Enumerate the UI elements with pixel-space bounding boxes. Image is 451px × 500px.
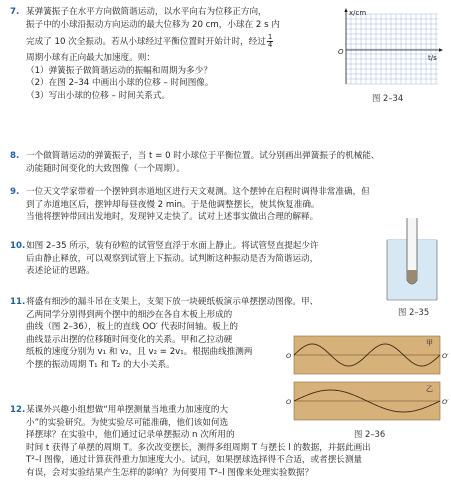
question-7: 7. 某弹簧振子在水平方向做简谐运动，以水平向右为位移正方向， 振子中的小球沿振动方向运动的最大位移为 20 cm，小球在 2 s 内 完成了 10 次全振动。若从小球经过平衡位置时开始计时，经过 $\frac{1}{4}$ 周期小球有正向最大加速度。则： （1）弹簧振子做简谐运动的振幅和周期为多少？ （2）在图 2–34 中画出小球的位移 – 时间图像。 （3）写出小球的位移 – 时间关系式。 [10, 7, 280, 101]
question-10: 10.如图 2–35 所示，装有砂粒的试管竖直浮于水面上静止。将试管竖直提起少许 后由静止释放，可以观察到试管上下振动。试判断这种振动是否为简谐运动， 表述论证的思路。 [10, 241, 319, 277]
label-yi: 乙 [426, 385, 433, 393]
o-left-yi: O [286, 398, 292, 406]
o-right-yi: O′ [442, 398, 449, 406]
figure-2-34-caption: 图 2–34 [372, 93, 404, 103]
figure-2-35-test-tube [385, 216, 439, 302]
question-12: 12.某课外兴趣小组想做“用单摆测量当地重力加速度的大 小”的实验研究。为使实验尽可能准确，他们该如何选 择摆球？在实验中，他们通过记录单摆振动 n 次所用的 时间 t 获得了单摆的周期 T。多次改变摆长，测得多组周期 T 与摆长 l 的数据，并据此画出 T²–l 图像，通过计算获得重力加速度大小。试问，如果摆球选择得不合适，或者摆长测量 有误，会对实验结果产生怎样的影响？为何要用 T²–l 图像来处理实验数据？ [10, 405, 371, 478]
o-right-jia: O′ [442, 352, 449, 360]
x-axis-label: t/s [428, 54, 437, 62]
o-left-jia: O [286, 352, 292, 360]
fraction-quarter: $\frac{1}{4}$ [267, 33, 273, 50]
question-11: 11.将盛有细沙的漏斗吊在支架上，支架下放一块硬纸板演示单摆摆动图像。甲、 乙两同学分别得到两个摆中的细沙在各自木板上形成的 曲线（图 2–36），板上的直线 OO′ 代表时间轴。板上的 曲线显示出摆的位移随时间变化的关系。甲和乙拉动硬 纸板的速度分别为 v₁ 和 v₂，且 v₂ = 2v₁。根据曲线推测两 个摆的振动周期 T₁ 和 T₂ 的大小关系。 [10, 297, 319, 370]
question-number: 11. [10, 297, 26, 307]
question-8: 8. 一个做简谐运动的弹簧振子，当 t = 0 时小球位于平衡位置。试分别画出弹簧振子的机械能、 动能随时间变化的大致图像（一个周期）。 [10, 151, 380, 174]
question-number: 7. [10, 7, 20, 17]
question-9: 9. 一位天文学家带着一个摆钟到赤道地区进行天文观测。这个摆钟在启程时调得非常准确，但 到了赤道地区后，摆钟却每昼夜慢 2 min。于是他调整摆长，使其恢复准确。 当他将摆钟带回出发地时，发现钟又走快了。试对上述事实做出合理的解释。 [10, 187, 370, 223]
figure-2-34-grid [330, 6, 446, 88]
y-axis-label: x/cm [349, 9, 367, 17]
origin-label: O [338, 48, 344, 56]
figure-2-36-caption: 图 2–36 [354, 429, 386, 439]
figure-2-35-caption: 图 2–35 [398, 307, 430, 317]
question-number: 9. [10, 187, 20, 197]
label-jia: 甲 [426, 339, 433, 347]
question-number: 10. [10, 241, 26, 251]
question-number: 12. [10, 405, 26, 415]
question-number: 8. [10, 151, 20, 161]
